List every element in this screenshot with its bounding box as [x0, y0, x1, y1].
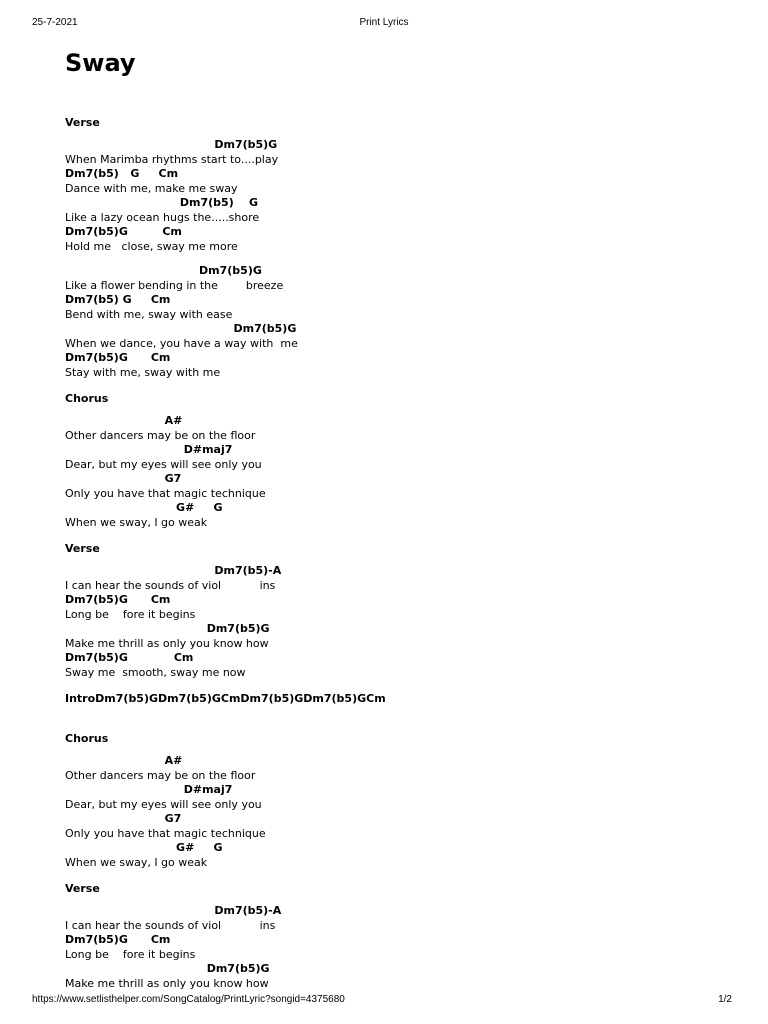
chord-row: Dm7(b5)G Cm: [65, 933, 171, 946]
print-footer: [0, 993, 768, 1007]
lyric-row: Like a flower bending in the breeze: [65, 279, 284, 292]
chord-row: Dm7(b5)G: [65, 138, 278, 151]
song-line: [65, 196, 725, 225]
chord-row: G7: [65, 812, 182, 825]
print-date: 25-7-2021: [32, 17, 78, 28]
section-label: Chorus: [65, 392, 109, 405]
chord-row: Dm7(b5)G Cm: [65, 593, 171, 606]
song-line: [65, 225, 725, 254]
lyric-row: Bend with me, sway with ease: [65, 308, 233, 321]
song-line: [65, 564, 725, 593]
chord-row: Dm7(b5)-A: [65, 564, 282, 577]
chord-row: D#maj7: [65, 443, 233, 456]
song-line: [65, 293, 725, 322]
lyric-row: Long be fore it begins: [65, 948, 196, 961]
song-line: [65, 812, 725, 841]
chord-row: Dm7(b5)-A: [65, 904, 282, 917]
song-line: [65, 167, 725, 196]
song-line: [65, 414, 725, 443]
section-verse-3: [65, 882, 725, 991]
lyric-row: When we sway, I go weak: [65, 516, 208, 529]
chord-row: A#: [65, 754, 183, 767]
song-line: [65, 622, 725, 651]
chord-row: G# G: [65, 501, 223, 514]
page-url: https://www.setlisthelper.com/SongCatalog/PrintLyric?songid=4375680: [32, 994, 345, 1005]
song-line: [65, 138, 725, 167]
lyric-row: Dance with me, make me sway: [65, 182, 238, 195]
song-line: [65, 593, 725, 622]
chord-row: Dm7(b5)G: [65, 322, 297, 335]
song-line: [65, 783, 725, 812]
print-header: [0, 16, 768, 30]
lyric-row: I can hear the sounds of viol ins: [65, 919, 276, 932]
lyric-row: Make me thrill as only you know how: [65, 977, 269, 990]
song-line: [65, 322, 725, 351]
lyric-row: When we dance, you have a way with me: [65, 337, 298, 350]
chord-row: Dm7(b5)G: [65, 622, 270, 635]
song-title: Sway: [65, 49, 136, 77]
lyric-row: Dear, but my eyes will see only you: [65, 458, 262, 471]
section-label: Verse: [65, 116, 100, 129]
lyric-row: When we sway, I go weak: [65, 856, 208, 869]
section-label: Verse: [65, 882, 100, 895]
lyric-row: Only you have that magic technique: [65, 827, 266, 840]
verse-block: [65, 904, 725, 991]
song-line: [65, 472, 725, 501]
lyric-row: When Marimba rhythms start to....play: [65, 153, 279, 166]
lyric-row: Make me thrill as only you know how: [65, 637, 269, 650]
song-line: [65, 933, 725, 962]
song-line: [65, 651, 725, 680]
chorus-block: [65, 754, 725, 870]
verse-block: [65, 138, 725, 254]
lyric-row: Dear, but my eyes will see only you: [65, 798, 262, 811]
lyric-row: Hold me close, sway me more: [65, 240, 238, 253]
chorus-block: [65, 414, 725, 530]
section-label: Chorus: [65, 732, 109, 745]
lyrics-sheet: [65, 116, 725, 1003]
print-page-title: Print Lyrics: [359, 17, 409, 28]
lyric-row: Like a lazy ocean hugs the.....shore: [65, 211, 260, 224]
chord-row: Dm7(b5) G: [65, 196, 259, 209]
page-number: 1/2: [718, 994, 732, 1005]
verse-block: [65, 564, 725, 680]
chord-row: Dm7(b5)G: [65, 264, 262, 277]
lyric-row: Only you have that magic technique: [65, 487, 266, 500]
chord-row: D#maj7: [65, 783, 233, 796]
lyric-row: Long be fore it begins: [65, 608, 196, 621]
chord-row: Dm7(b5) G Cm: [65, 167, 179, 180]
lyric-row: Other dancers may be on the floor: [65, 769, 256, 782]
chord-row: Dm7(b5)G Cm: [65, 351, 171, 364]
lyric-row: Other dancers may be on the floor: [65, 429, 256, 442]
song-line: [65, 904, 725, 933]
section-verse-1: [65, 116, 725, 380]
lyric-row: I can hear the sounds of viol ins: [65, 579, 276, 592]
chord-row: G7: [65, 472, 182, 485]
song-line: [65, 841, 725, 870]
lyric-row: Stay with me, sway with me: [65, 366, 221, 379]
chord-row: Dm7(b5)G Cm: [65, 651, 194, 664]
verse-block: [65, 264, 725, 380]
song-line: [65, 501, 725, 530]
section-chorus-1: [65, 392, 725, 530]
song-line: [65, 754, 725, 783]
song-line: [65, 264, 725, 293]
intro-chord-line: IntroDm7(b5)GDm7(b5)GCmDm7(b5)GDm7(b5)GCm: [65, 692, 386, 705]
song-line: [65, 443, 725, 472]
section-verse-2: [65, 542, 725, 680]
chord-row: Dm7(b5) G Cm: [65, 293, 171, 306]
chord-row: A#: [65, 414, 183, 427]
section-chorus-2: [65, 732, 725, 870]
chord-row: Dm7(b5)G Cm: [65, 225, 182, 238]
lyric-row: Sway me smooth, sway me now: [65, 666, 246, 679]
chord-row: G# G: [65, 841, 223, 854]
section-label: Verse: [65, 542, 100, 555]
song-line: [65, 962, 725, 991]
chord-row: Dm7(b5)G: [65, 962, 270, 975]
song-line: [65, 351, 725, 380]
